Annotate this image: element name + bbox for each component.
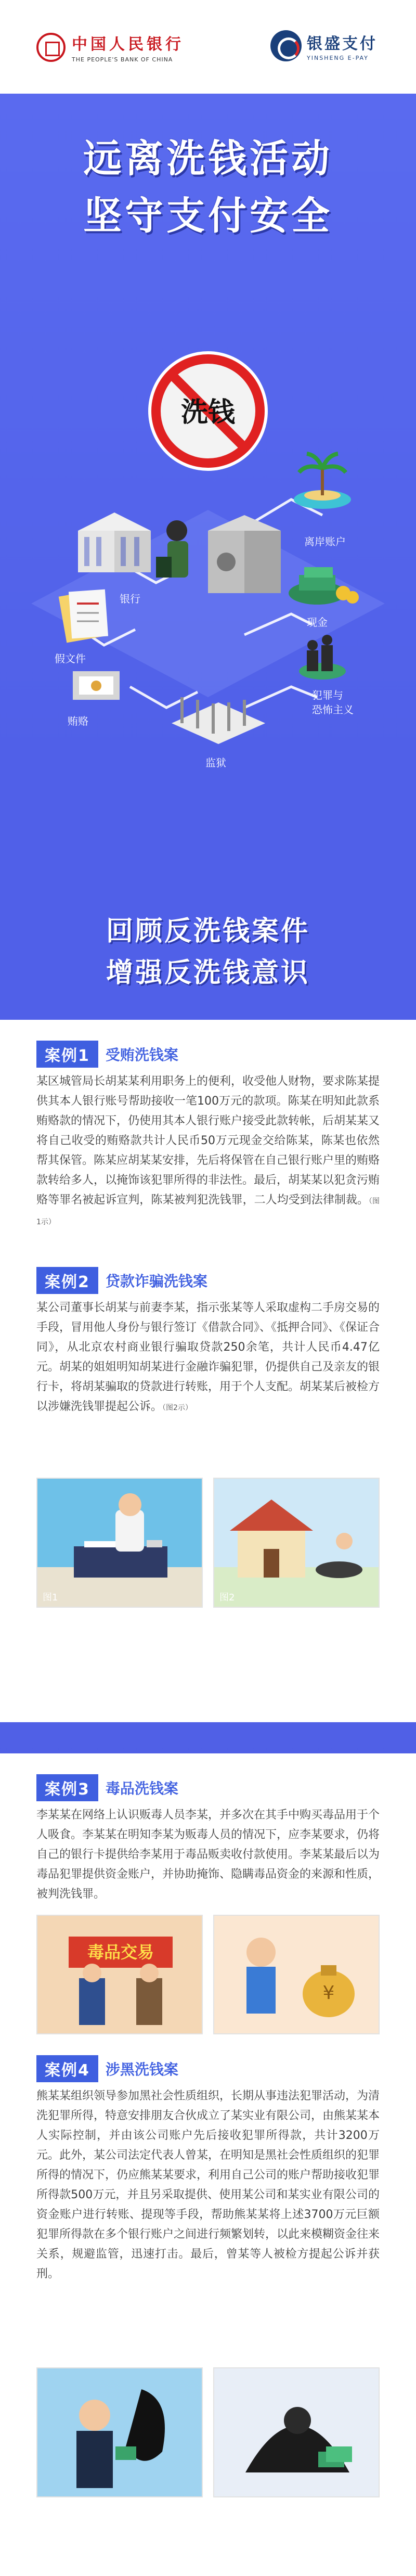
case-figure-1 (36, 1478, 203, 1608)
label-crime: 犯罪与 (312, 689, 343, 701)
case-1-header (36, 1041, 178, 1068)
case-4-header (36, 2055, 178, 2082)
case-4-picture-left (36, 2367, 203, 2497)
money-laundering-illustration (0, 312, 416, 832)
case-3-text: 李某某在网络上认识贩毒人员李某，并多次在其手中购买毒品用于个人吸食。李某某在明知李某为贩毒人员的情况下，应李某要求，仍将自己的银行卡提供给李某用于毒品贩卖收付款使用。李某某最后以为毒品犯罪提供资金账户，并协助掩饰、隐瞒毒品资金的来源和性质，被判洗钱罪。 (36, 1809, 380, 1901)
money-bag-drawing (214, 1916, 380, 2034)
case-3-header (36, 1774, 178, 1801)
drug-trade-drawing (37, 1916, 203, 2034)
section-title-line-2: 增强反洗钱意识 (106, 957, 310, 989)
figure-1-caption: 图1 (43, 1592, 58, 1603)
case-3-tag: 案例3 (36, 1774, 98, 1801)
case-1-note: （图1示） (36, 1197, 380, 1226)
figure-1-drawing (37, 1479, 203, 1608)
drug-trade-poster-text: 毒品交易 (87, 1942, 154, 1962)
figure-2-caption: 图2 (219, 1592, 235, 1603)
pboc-english-name: THE PEOPLE'S BANK OF CHINA (72, 56, 173, 63)
case-3-picture-right (213, 1915, 380, 2034)
yinsheng-english-name: YINSHENG E-PAY (307, 54, 369, 61)
pboc-name: 中国人民银行 (72, 35, 184, 54)
case-4-text: 熊某某组织领导参加黑社会性质组织，长期从事违法犯罪活动，为清洗犯罪所得，特意安排朋友合伙成立了某实业有限公司，由熊某某本人实际控制，并由该公司账户先后接收犯罪所得款，共计3200万元。此外，某公司法定代表人曾某，在明知是黑社会性质组织的犯罪所得的情况下，仍应熊某某要求，利用自己公司的账户帮助接收犯罪所得款500万元，并且另采取提供、使用某公司和某实业有限公司的资金账户进行转账、提现等手段，帮助熊某某将上述3700万元巨额犯罪所得款在多个银行账户之间进行频繁划转，以此来模糊资金往来关系，规避监管，迅速打击。最后，曾某等人被检方提起公诉并获刑。 (36, 2090, 380, 2280)
label-offshore: 离岸账户 (304, 535, 346, 548)
case-2-note: （图2示） (162, 1404, 192, 1412)
case-2-header (36, 1267, 207, 1294)
main-title (0, 130, 416, 245)
label-bank: 银行 (120, 593, 140, 605)
case-2-body: 某公司董事长胡某与前妻李某，指示张某等人采取虚构二手房交易的手段，冒用他人身份与银行签订《借款合同》、《抵押合同》、《保证合同》，从北京农村商业银行骗取贷款250余笔，共计人民币4.47亿元。胡某的姐姐明知胡某进行金融诈骗犯罪，仍提供自己及亲友的银行卡，将胡某骗取的贷款进行转账，用于个人支配。胡某某后被检方以涉嫌洗钱罪提起公诉。 (36, 1301, 380, 1413)
gang-boss-drawing (37, 2368, 203, 2497)
case-4-name: 涉黑洗钱案 (105, 2061, 178, 2078)
pboc-seal-icon (36, 33, 66, 62)
label-fake-docs: 假文件 (55, 652, 86, 665)
fake-documents-icon (59, 589, 108, 643)
label-bribery: 贿赂 (68, 715, 88, 727)
label-cash: 现金 (307, 616, 328, 629)
case-3-name: 毒品洗钱案 (105, 1780, 178, 1797)
title-line-2: 坚守支付安全 (83, 194, 333, 238)
title-line-1: 远离洗钱活动 (83, 136, 333, 181)
case-4-tag: 案例4 (36, 2055, 98, 2082)
case-4-picture-right (213, 2367, 380, 2497)
label-prison: 监狱 (205, 757, 226, 769)
case-3-picture-left (36, 1915, 203, 2034)
cases-card-1 (0, 1020, 416, 1722)
case-2-text (36, 1298, 380, 1418)
label-terrorism: 恐怖主义 (312, 703, 354, 716)
section-review-title (0, 911, 416, 994)
bribery-icon (73, 671, 120, 700)
header-bar (0, 0, 416, 94)
yinsheng-mark-icon (270, 30, 302, 61)
yinsheng-logo (270, 30, 378, 61)
case-1-body: 某区城管局长胡某某利用职务上的便利，收受他人财物，要求陈某提供其本人银行账号帮助接收一笔100万元的款项。陈某在明知此款系贿赂款的情况下，仍使用其本人银行账户接受此款转帐，后胡某某又将自己收受的贿赂款共计人民币50万元现金交给陈某，陈某也依然帮其保管。陈某应胡某某安排，先后将保管在自己银行账户里的贿赂款转给多人，以掩饰该犯罪所得的非法性。最后，胡某某以犯贪污贿赂等罪名被起诉宣判，陈某被判犯洗钱罪，二人均受到法律制裁。 (36, 1075, 380, 1207)
case-1-name: 受贿洗钱案 (105, 1046, 178, 1063)
sign-text: 洗钱 (180, 397, 236, 428)
case-figure-2 (213, 1478, 380, 1608)
bank-building-icon (78, 512, 151, 572)
svg-text:¥: ¥ (322, 1982, 335, 2004)
case-2-name: 贷款诈骗洗钱案 (105, 1273, 207, 1290)
section-title-line-1: 回顾反洗钱案件 (106, 916, 310, 947)
case-1-tag: 案例1 (36, 1041, 98, 1068)
pboc-logo (36, 31, 184, 63)
case-2-tag: 案例2 (36, 1267, 98, 1294)
offshore-island-icon (294, 454, 351, 509)
dark-money-drawing (214, 2368, 380, 2497)
cases-card-2 (0, 1753, 416, 2576)
yinsheng-name: 银盛支付 (307, 34, 378, 53)
figure-2-drawing (214, 1479, 380, 1608)
case-1-text (36, 1072, 380, 1232)
